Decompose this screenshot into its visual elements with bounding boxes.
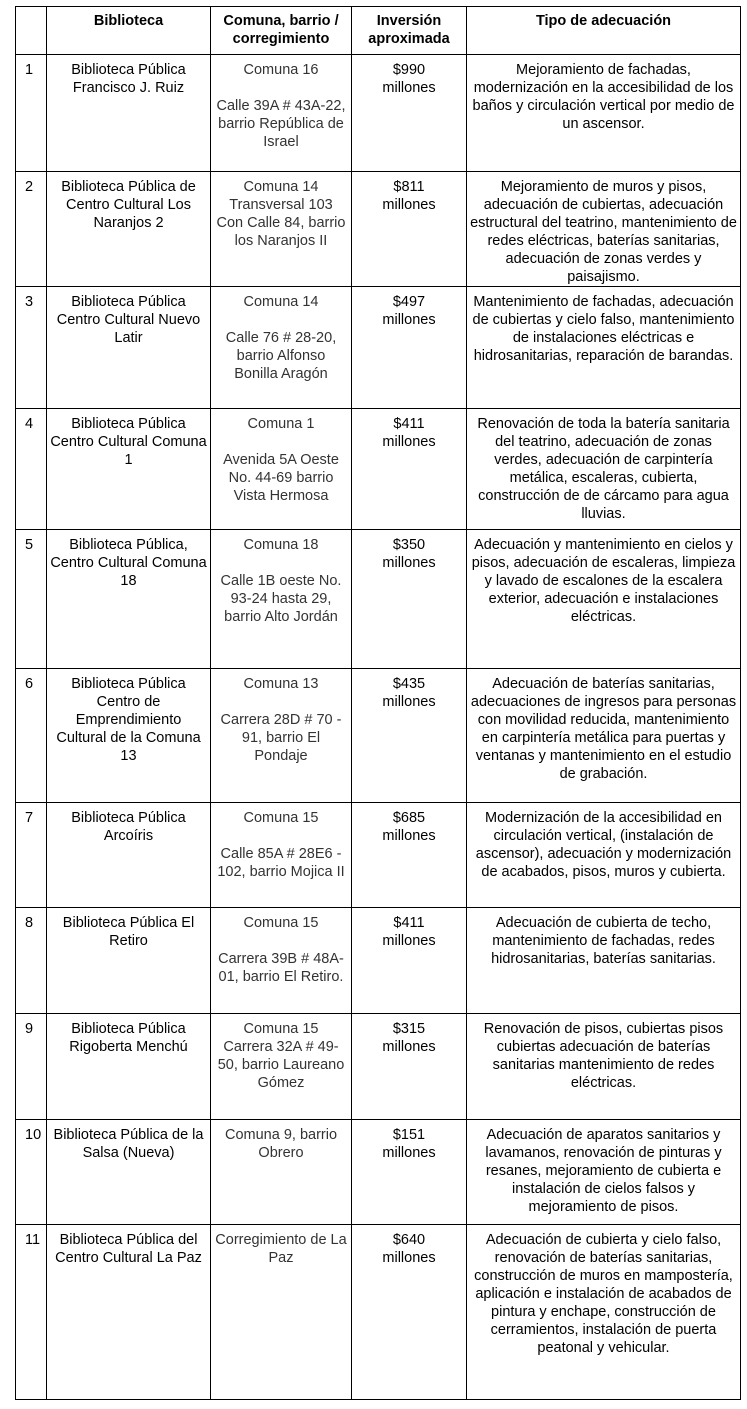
table-row bbox=[16, 530, 741, 669]
inversion-amount: $990 bbox=[392, 62, 426, 78]
comuna-cell bbox=[211, 908, 352, 1014]
comuna-cell bbox=[211, 1120, 352, 1225]
comuna-name: Comuna 13 bbox=[243, 676, 319, 692]
inversion-amount: $640 bbox=[392, 1232, 426, 1248]
inversion-cell bbox=[352, 409, 467, 530]
biblioteca-name: Biblioteca Pública del Centro Cultural La Paz bbox=[47, 1225, 211, 1400]
row-number: 1 bbox=[16, 55, 47, 172]
inversion-cell bbox=[352, 1120, 467, 1225]
tipo-adecuacion: Renovación de pisos, cubiertas pisos cubiertas adecuación de baterías sanitarias mantenimiento de redes eléctricas. bbox=[467, 1014, 741, 1120]
header-comuna: Comuna, barrio / corregimiento bbox=[211, 7, 352, 55]
table-row bbox=[16, 409, 741, 530]
biblioteca-name: Biblioteca Pública Centro Cultural Comuna 1 bbox=[47, 409, 211, 530]
inversion-unit: millones bbox=[382, 694, 436, 710]
row-number: 10 bbox=[16, 1120, 47, 1225]
biblioteca-name: Biblioteca Pública Centro de Emprendimiento Cultural de la Comuna 13 bbox=[47, 669, 211, 803]
inversion-unit: millones bbox=[382, 434, 436, 450]
comuna-name: Comuna 18 bbox=[243, 537, 319, 553]
comuna-cell bbox=[211, 55, 352, 172]
inversion-amount: $685 bbox=[392, 810, 426, 826]
comuna-name: Comuna 15 bbox=[243, 1021, 319, 1037]
row-number: 11 bbox=[16, 1225, 47, 1400]
row-number: 7 bbox=[16, 803, 47, 908]
row-number: 8 bbox=[16, 908, 47, 1014]
comuna-address: Calle 85A # 28E6 - 102, barrio Mojica II bbox=[217, 846, 345, 880]
tipo-adecuacion: Adecuación de aparatos sanitarios y lavamanos, renovación de pinturas y resanes, mejoramiento de cubierta e instalación de cielos falsos y mejoramiento de pisos. bbox=[467, 1120, 741, 1225]
inversion-cell bbox=[352, 803, 467, 908]
header-tipo: Tipo de adecuación bbox=[467, 7, 741, 55]
row-number: 9 bbox=[16, 1014, 47, 1120]
biblioteca-name: Biblioteca Pública Francisco J. Ruiz bbox=[47, 55, 211, 172]
inversion-unit: millones bbox=[382, 312, 436, 328]
inversion-amount: $497 bbox=[392, 294, 426, 310]
tipo-adecuacion: Adecuación de baterías sanitarias, adecuaciones de ingresos para personas con movilidad reducida, mantenimiento en carpintería metálica para puertas y ventanas y mantenimiento en el estudio de grabación. bbox=[467, 669, 741, 803]
comuna-address: Calle 1B oeste No. 93-24 hasta 29, barrio Alto Jordán bbox=[220, 573, 342, 625]
biblioteca-name: Biblioteca Pública El Retiro bbox=[47, 908, 211, 1014]
inversion-amount: $350 bbox=[392, 537, 426, 553]
table-row bbox=[16, 803, 741, 908]
inversion-amount: $315 bbox=[392, 1021, 426, 1037]
inversion-unit: millones bbox=[382, 828, 436, 844]
table-row bbox=[16, 1225, 741, 1400]
header-inversion: Inversión aproximada bbox=[352, 7, 467, 55]
comuna-cell bbox=[211, 530, 352, 669]
comuna-name: Comuna 14 bbox=[243, 294, 319, 310]
comuna-cell bbox=[211, 1014, 352, 1120]
header-number bbox=[16, 7, 47, 55]
inversion-unit: millones bbox=[382, 1039, 436, 1055]
inversion-cell bbox=[352, 530, 467, 669]
comuna-address: Carrera 32A # 49-50, barrio Laureano Gómez bbox=[217, 1039, 345, 1091]
comuna-address: Avenida 5A Oeste No. 44-69 barrio Vista Hermosa bbox=[223, 452, 339, 504]
row-number: 4 bbox=[16, 409, 47, 530]
comuna-name: Comuna 15 bbox=[243, 810, 319, 826]
tipo-adecuacion: Mejoramiento de muros y pisos, adecuación de cubiertas, adecuación estructural del teatrino, mantenimiento de redes eléctricas, baterías sanitarias, adecuación de zonas verdes y paisajismo. bbox=[467, 172, 741, 287]
inversion-unit: millones bbox=[382, 1250, 436, 1266]
comuna-address: Calle 39A # 43A-22, barrio República de Israel bbox=[216, 98, 346, 150]
comuna-cell bbox=[211, 409, 352, 530]
bibliotecas-table bbox=[15, 6, 741, 1400]
table-row bbox=[16, 287, 741, 409]
biblioteca-name: Biblioteca Pública Centro Cultural Nuevo Latir bbox=[47, 287, 211, 409]
inversion-amount: $151 bbox=[392, 1127, 426, 1143]
inversion-unit: millones bbox=[382, 1145, 436, 1161]
comuna-cell bbox=[211, 1225, 352, 1400]
biblioteca-name: Biblioteca Pública Arcoíris bbox=[47, 803, 211, 908]
tipo-adecuacion: Mejoramiento de fachadas, modernización en la accesibilidad de los baños y circulación vertical por medio de un ascensor. bbox=[467, 55, 741, 172]
biblioteca-name: Biblioteca Pública, Centro Cultural Comuna 18 bbox=[47, 530, 211, 669]
tipo-adecuacion: Renovación de toda la batería sanitaria del teatrino, adecuación de zonas verdes, adecuación de carpintería metálica, escaleras, cubierta, construcción de de cárcamo para agua lluvias. bbox=[467, 409, 741, 530]
inversion-cell bbox=[352, 287, 467, 409]
comuna-address: Calle 76 # 28-20, barrio Alfonso Bonilla Aragón bbox=[225, 330, 337, 382]
header-biblioteca: Biblioteca bbox=[47, 7, 211, 55]
table-row bbox=[16, 1120, 741, 1225]
biblioteca-name: Biblioteca Pública de la Salsa (Nueva) bbox=[47, 1120, 211, 1225]
comuna-address: Carrera 28D # 70 - 91, barrio El Pondaje bbox=[220, 712, 342, 764]
table-row bbox=[16, 669, 741, 803]
inversion-cell bbox=[352, 172, 467, 287]
comuna-name: Corregimiento de La Paz bbox=[215, 1232, 347, 1266]
inversion-cell bbox=[352, 669, 467, 803]
inversion-amount: $811 bbox=[393, 179, 425, 195]
row-number: 6 bbox=[16, 669, 47, 803]
inversion-amount: $411 bbox=[393, 915, 425, 931]
biblioteca-name: Biblioteca Pública de Centro Cultural Los Naranjos 2 bbox=[47, 172, 211, 287]
row-number: 5 bbox=[16, 530, 47, 669]
header-row bbox=[16, 7, 741, 55]
table-row bbox=[16, 55, 741, 172]
comuna-cell bbox=[211, 669, 352, 803]
comuna-cell bbox=[211, 172, 352, 287]
comuna-name: Comuna 14 bbox=[243, 179, 319, 195]
tipo-adecuacion: Adecuación de cubierta y cielo falso, renovación de baterías sanitarias, construcción de muros en mampostería, aplicación e instalación de acabados de pintura y enchape, construcción de cerramientos, instalación de puerta peatonal y vehicular. bbox=[467, 1225, 741, 1400]
tipo-adecuacion: Adecuación y mantenimiento en cielos y pisos, adecuación de escaleras, limpieza y lavado de escalones de la escalera exterior, adecuación e instalaciones eléctricas. bbox=[467, 530, 741, 669]
inversion-cell bbox=[352, 908, 467, 1014]
inversion-unit: millones bbox=[382, 933, 436, 949]
comuna-name: Comuna 16 bbox=[243, 62, 319, 78]
inversion-cell bbox=[352, 1225, 467, 1400]
row-number: 3 bbox=[16, 287, 47, 409]
inversion-unit: millones bbox=[382, 555, 436, 571]
inversion-amount: $435 bbox=[392, 676, 426, 692]
table-row bbox=[16, 908, 741, 1014]
comuna-cell bbox=[211, 803, 352, 908]
comuna-name: Comuna 1 bbox=[247, 416, 315, 432]
comuna-name: Comuna 9, barrio Obrero bbox=[224, 1127, 338, 1161]
table-row bbox=[16, 1014, 741, 1120]
inversion-cell bbox=[352, 1014, 467, 1120]
table-row bbox=[16, 172, 741, 287]
tipo-adecuacion: Modernización de la accesibilidad en circulación vertical, (instalación de ascensor), adecuación y modernización de acabados, pisos, muros y cubierta. bbox=[467, 803, 741, 908]
comuna-address: Carrera 39B # 48A-01, barrio El Retiro. bbox=[218, 951, 344, 985]
inversion-unit: millones bbox=[382, 80, 436, 96]
inversion-unit: millones bbox=[382, 197, 436, 213]
row-number: 2 bbox=[16, 172, 47, 287]
tipo-adecuacion: Adecuación de cubierta de techo, mantenimiento de fachadas, redes hidrosanitarias, baterías sanitarias. bbox=[467, 908, 741, 1014]
comuna-name: Comuna 15 bbox=[243, 915, 319, 931]
inversion-cell bbox=[352, 55, 467, 172]
comuna-cell bbox=[211, 287, 352, 409]
tipo-adecuacion: Mantenimiento de fachadas, adecuación de cubiertas y cielo falso, mantenimiento de instalaciones eléctricas e hidrosanitarias, reparación de barandas. bbox=[467, 287, 741, 409]
inversion-amount: $411 bbox=[393, 416, 425, 432]
comuna-address: Transversal 103 Con Calle 84, barrio los Naranjos II bbox=[216, 197, 346, 249]
biblioteca-name: Biblioteca Pública Rigoberta Menchú bbox=[47, 1014, 211, 1120]
